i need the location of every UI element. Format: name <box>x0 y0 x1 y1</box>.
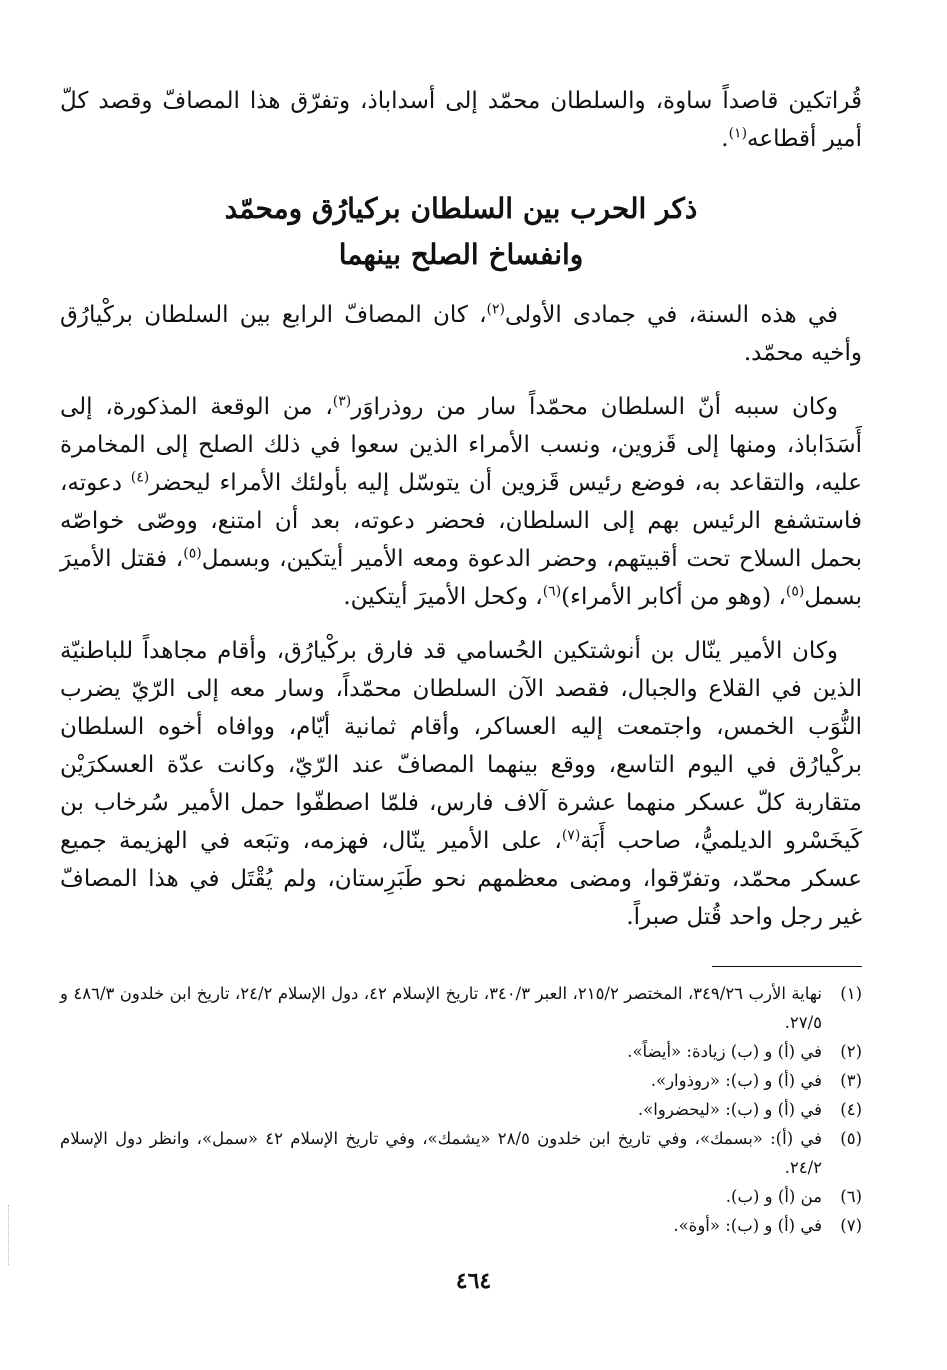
footnote-number: (١) <box>840 984 862 1003</box>
footnote-text: في (أ) و (ب) زيادة: «أيضاً». <box>627 1042 822 1061</box>
paragraph-gap <box>60 616 862 632</box>
margin-mark <box>8 1205 10 1265</box>
footnote-7 <box>60 1211 862 1240</box>
p1-text-b: ، كان المصافّ الرابع بين السلطان بركْيارُق وأخيه محمّد. <box>60 302 862 366</box>
p1-text-a: في هذه السنة، في جمادى الأولى <box>504 302 838 328</box>
footnote-text: نهاية الأرب ٣٤٩/٢٦، المختصر ٢١٥/٢، العبر ٣٤٠/٣، تاريخ الإسلام ٤٢، دول الإسلام ٢٤/٢، تاريخ ابن خلدون ٤٨٦/٣ و ٢٧/٥. <box>60 984 822 1032</box>
footnote-1 <box>60 979 862 1037</box>
footnote-ref-5a[interactable]: (٥) <box>183 545 202 562</box>
p2-text-a: وكان سببه أنّ السلطان محمّداً سار من روذراوَر <box>351 394 838 420</box>
footnote-3 <box>60 1066 862 1095</box>
footnote-ref-2[interactable]: (٢) <box>486 301 505 318</box>
opening-paragraph <box>60 82 862 158</box>
paragraph-gap <box>60 372 862 388</box>
opening-text: قُراتكين قاصداً ساوة، والسلطان محمّد إلى أسداباذ، وتفرّق هذا المصافّ وقصد كلّ أمير أقطاعه <box>60 88 862 152</box>
footnote-text: في (أ) و (ب): «ليحضروا». <box>637 1100 822 1119</box>
p3-text-a: وكان الأمير ينّال بن أنوشتكين الحُسامي قد فارق بركْيارُق، وأقام مجاهداً للباطنيّة الذين في القلاع والجبال، فقصد الآن السلطان محمّداً، وسار معه إلى الرّيّ يضرب النُّوَب الخمس، واجتمعت إليه العساكر، وأقام ثمانية أيّام، ووافاه أخوه السلطان بركْيارُق في اليوم التاسع، ووقع بينهما المصافّ عند الرّيّ، وكانت عدّة العسكرَيْن متقاربة كلّ عسكر منهما عشرة آلاف فارس، فلمّا اصطفّوا حمل الأمير سُرخاب بن كَيخَسْرو الديلميُّ، صاحب أَبَة <box>60 638 862 854</box>
p2-text-f: ، وكحل الأميرَ أيتكين. <box>343 584 543 610</box>
footnote-number: (٢) <box>840 1042 862 1061</box>
paragraph-2 <box>60 388 862 616</box>
heading-line-2: وانفساخ الصلح بينهما <box>338 238 584 271</box>
footnote-text: من (أ) و (ب). <box>725 1187 822 1206</box>
p3-text-b: ، على الأمير ينّال، فهزمه، وتبَعه في الهزيمة جميع عسكر محمّد، وتفرّقوا، ومضى معظمهم نحو طَبَرِستان، ولم يُقْتَل في هذا المصافّ غير رجل واحد قُتل صبراً. <box>60 828 862 930</box>
footnote-ref-3[interactable]: (٣) <box>332 393 352 410</box>
page-number: ٤٦٤ <box>455 1268 492 1294</box>
footnote-text: في (أ) و (ب): «أوة». <box>673 1216 822 1235</box>
paragraph-3 <box>60 632 862 936</box>
opening-end: . <box>721 126 729 152</box>
footnote-text: في (أ): «بسمك»، وفي تاريخ ابن خلدون ٢٨/٥ «يشمك»، وفي تاريخ الإسلام ٤٢ «سمل»، وانظر دول الإسلام ٢٤/٢. <box>60 1129 822 1177</box>
footnote-ref-7[interactable]: (٧) <box>561 827 581 844</box>
p2-text-d: ، فقتل الأميرَ بسمل <box>60 546 862 610</box>
p2-text-c: دعوته، فاستشفع الرئيس بهم إلى السلطان، فحضر دعوته، بعد أن امتنع، ووصّى خواصّه بحمل السلاح تحت أقبيتهم، وحضر الدعوة ومعه الأمير أيتكين، وبسمل <box>60 470 862 572</box>
footnote-4 <box>60 1095 862 1124</box>
footnote-number: (٤) <box>840 1100 862 1119</box>
footnote-number: (٦) <box>840 1187 862 1206</box>
footnote-separator <box>712 966 862 967</box>
footnote-number: (٧) <box>840 1216 862 1235</box>
footnote-number: (٣) <box>840 1071 862 1090</box>
footnote-ref-4[interactable]: (٤) <box>130 469 150 486</box>
heading-line-1: ذكر الحرب بين السلطان بركيارُق ومحمّد <box>224 192 698 225</box>
footnotes <box>60 979 862 1240</box>
footnote-text: في (أ) و (ب): «روذوار». <box>650 1071 822 1090</box>
p2-text-e: ، (وهو من أكابر الأمراء) <box>561 584 786 610</box>
footnote-ref-5b[interactable]: (٥) <box>785 583 805 600</box>
p2-text-b: ، من الوقعة المذكورة، إلى أَسَدَاباذ، ومنها إلى قَزوين، ونسب الأمراء الذين سعوا في ذلك الصلح إلى المخامرة عليه، والتقاعد به، فوضع رئيس قَزوين أن يتوسّل إليه بأولئك الأمراء ليحضر <box>60 394 862 496</box>
chapter-heading <box>60 186 862 278</box>
footnote-ref-1[interactable]: (١) <box>728 125 748 142</box>
footnote-5 <box>60 1124 862 1182</box>
paragraph-1 <box>60 296 862 372</box>
footnote-2 <box>60 1037 862 1066</box>
footnote-ref-6[interactable]: (٦) <box>542 583 562 600</box>
footnote-number: (٥) <box>840 1129 862 1148</box>
footnote-6 <box>60 1182 862 1211</box>
